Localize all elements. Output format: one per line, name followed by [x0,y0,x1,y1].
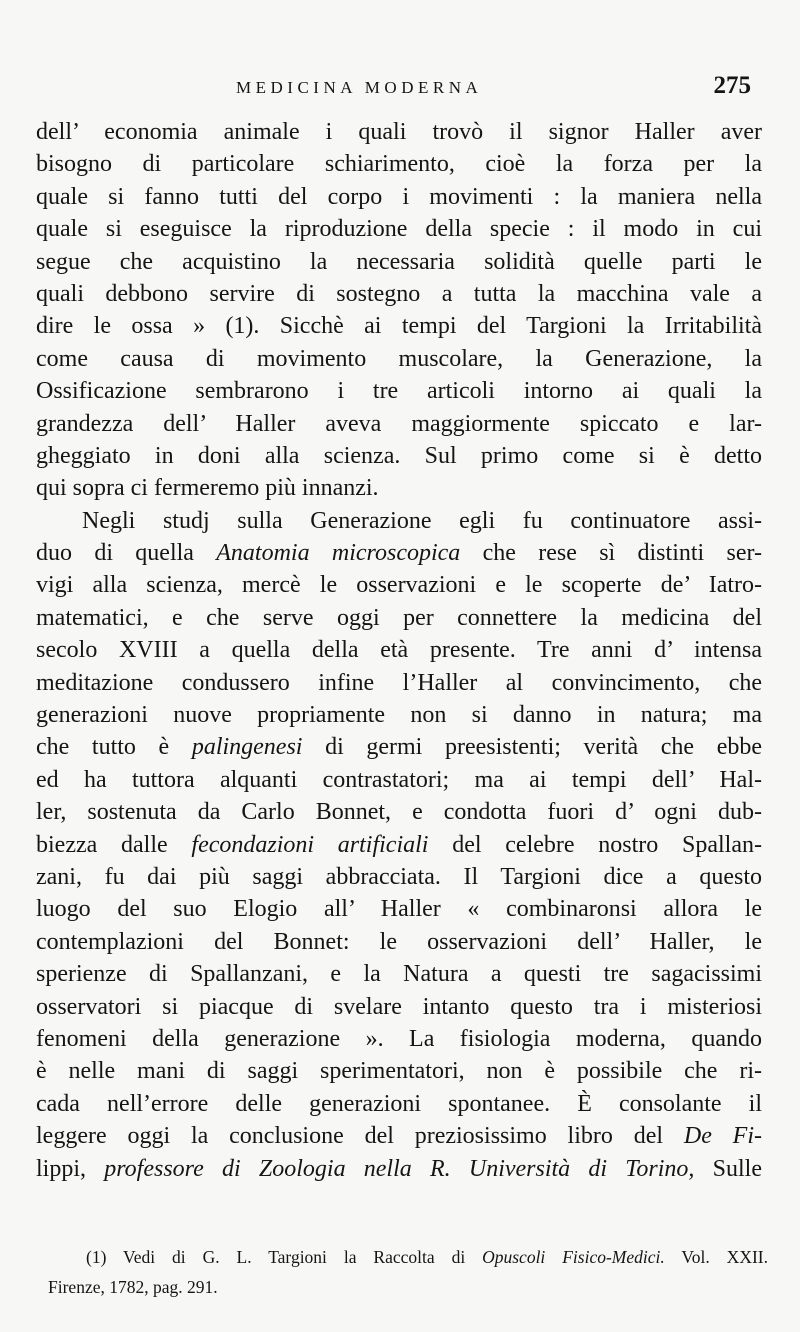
text-line [36,343,762,375]
footnote-line-1 [48,1242,768,1272]
text-run: grandezza dell’ Haller aveva maggiormente spiccato e lar- [36,410,762,437]
text-run: Negli studj sulla Generazione egli fu continuatore assi- [82,507,762,534]
text-line [36,796,762,828]
text-line [36,1153,762,1185]
text-run: cada nell’errore delle generazioni spontanee. È consolante il [36,1090,762,1117]
text-line [36,181,762,213]
page-number: 275 [713,72,751,99]
footnote-volume: Vol. XXII. [664,1247,768,1267]
text-line [36,310,762,342]
text-line [36,958,762,990]
text-run: secolo XVIII a quella della età presente. Tre anni d’ intensa [36,637,762,664]
text-run: segue che acquistino la necessaria solidità quelle parti le [36,248,762,275]
text-line [36,1023,762,1055]
text-line [36,278,762,310]
text-run: gheggiato in doni alla scienza. Sul primo come si è detto [36,442,762,469]
text-line [36,829,762,861]
text-run: del celebre nostro Spallan- [428,831,762,858]
text-run: leggere oggi la conclusione del preziosissimo libro del [36,1123,684,1150]
text-run: Sulle [712,1155,762,1182]
text-run: biezza dalle [36,831,192,858]
text-run: duo di quella [36,540,217,567]
running-title: MEDICINA MODERNA [236,78,483,97]
text-run: sperienze di Spallanzani, e la Natura a questi tre sagacissimi [36,961,762,988]
text-run: ed ha tuttora alquanti contrastatori; ma ai tempi dell’ Hal- [36,766,762,793]
body-text [36,116,762,1185]
text-line [36,699,762,731]
page-header [36,72,761,106]
text-line [36,991,762,1023]
text-run: vigi alla scienza, mercè le osservazioni e le scoperte de’ Iatro- [36,572,762,599]
text-run: come causa di movimento muscolare, la Generazione, la [36,345,762,372]
text-line [36,926,762,958]
text-run: fenomeni della generazione ». La fisiologia moderna, quando [36,1025,762,1052]
text-line [36,537,762,569]
text-line [36,764,762,796]
italic-phrase: Anatomia microscopica [216,540,461,567]
text-run: qui sopra ci fermeremo più innanzi. [36,475,379,502]
text-line [36,246,762,278]
footnote-line-2: Firenze, 1782, pag. 291. [48,1277,218,1297]
text-line [36,569,762,601]
text-run: quali debbono servire di sostegno a tutta la macchina vale a [36,280,762,307]
text-run: zani, fu dai più saggi abbracciata. Il Targioni dice a questo [36,863,762,890]
text-run: osservatori si piacque di svelare intanto questo tra i misteriosi [36,993,762,1020]
text-line [36,602,762,634]
text-line [36,440,762,472]
text-run: che rese sì distinti ser- [460,540,762,567]
text-run: quale si fanno tutti del corpo i movimenti : la maniera nella [36,183,762,210]
text-line [36,116,762,148]
italic-phrase: fecondazioni artificiali [191,831,429,858]
text-run: dell’ economia animale i quali trovò il signor Haller aver [36,119,762,145]
footnote-text: (1) Vedi di G. L. Targioni la Raccolta di [86,1247,483,1267]
footnote [48,1242,768,1302]
text-line [36,667,762,699]
text-line [36,1088,762,1120]
text-run: contemplazioni del Bonnet: le osservazioni dell’ Haller, le [36,928,762,955]
text-run: dire le ossa » (1). Sicchè ai tempi del Targioni la Irritabilità [36,313,762,340]
text-line [36,148,762,180]
text-run: Ossificazione sembrarono i tre articoli intorno ai quali la [36,378,762,405]
text-run: è nelle mani di saggi sperimentatori, non è possibile che ri- [36,1058,762,1085]
text-line [36,634,762,666]
text-line [36,1120,762,1152]
text-line [36,893,762,925]
text-run: di germi preesistenti; verità che ebbe [302,734,763,761]
text-line [36,1055,762,1087]
text-line [36,408,762,440]
text-line [36,731,762,763]
text-line [36,375,762,407]
footnote-work-title: Opuscoli Fisico-Medici. [482,1247,665,1267]
text-run: meditazione condussero infine l’Haller al convincimento, che [36,669,762,696]
text-line [36,213,762,245]
italic-phrase: De Fi- [683,1123,762,1150]
text-run: luogo del suo Elogio all’ Haller « combinaronsi allora le [36,896,762,923]
italic-phrase: palingenesi [191,734,303,761]
text-line [36,861,762,893]
text-run: lippi, [36,1155,87,1182]
text-run: generazioni nuove propriamente non si danno in natura; ma [36,702,762,729]
text-run: bisogno di particolare schiarimento, cioè la forza per la [36,151,762,178]
text-line [36,505,762,537]
text-run: che tutto è [36,734,192,761]
text-run: quale si eseguisce la riproduzione della specie : il modo in cui [36,216,762,243]
italic-phrase: professore di Zoologia nella R. Università di Torino, [86,1155,713,1182]
text-run: matematici, e che serve oggi per connettere la medicina del [36,604,762,631]
text-run: ler, sostenuta da Carlo Bonnet, e condotta fuori d’ ogni dub- [36,799,762,826]
text-line [36,472,762,504]
